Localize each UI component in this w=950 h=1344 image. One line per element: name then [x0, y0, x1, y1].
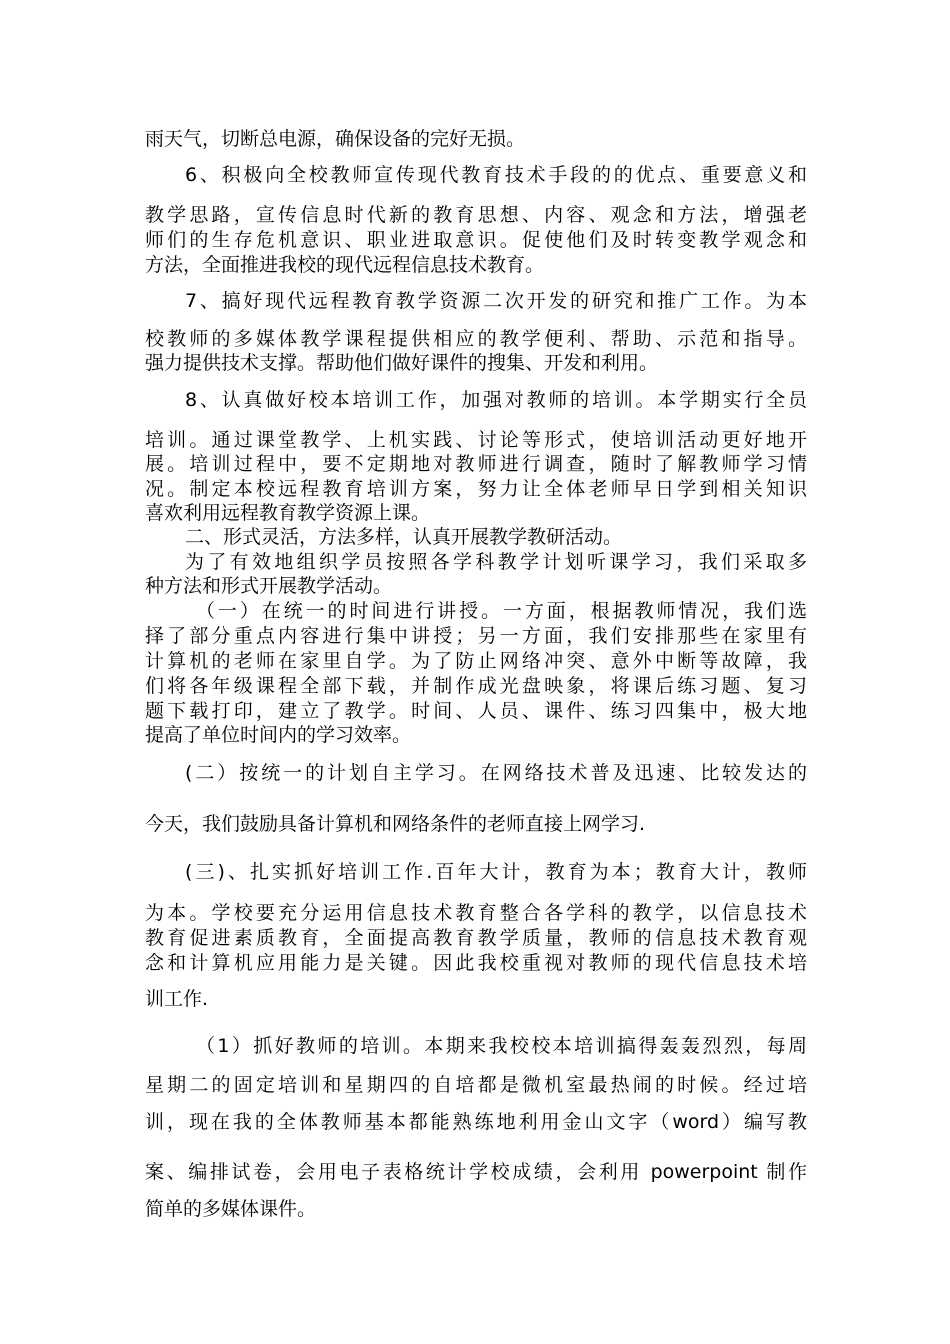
text-line: （1）抓好教师的培训。本期来我校校本培训搞得轰轰烈烈，每周 — [196, 1035, 807, 1057]
text-line: 教育促进素质教育，全面提高教育教学质量，教师的信息技术教育观 — [145, 927, 807, 949]
text-line: 雨天气，切断总电源，确保设备的完好无损。 — [145, 128, 526, 150]
text-line: 星期二的固定培训和星期四的自培都是微机室最热闹的时候。经过培 — [145, 1074, 807, 1096]
text-line: 们将各年级课程全部下载，并制作成光盘映象，将课后练习题、复习 — [145, 675, 807, 697]
text-line: 强力提供技术支撑。帮助他们做好课件的搜集、开发和利用。 — [145, 352, 659, 374]
text-line: 念和计算机应用能力是关键。因此我校重视对教师的现代信息技术培 — [145, 952, 807, 974]
text-line: 简单的多媒体课件。 — [145, 1198, 317, 1220]
text-line: 二、形式灵活，方法多样，认真开展教学教研活动。 — [185, 526, 623, 548]
text-line: 教学思路，宣传信息时代新的教育思想、内容、观念和方法，增强老 — [145, 204, 807, 226]
text-line: 6、积极向全校教师宣传现代教育技术手段的的优点、重要意义和 — [185, 164, 807, 186]
text-line: 训工作. — [145, 988, 209, 1010]
text-line: 提高了单位时间内的学习效率。 — [145, 724, 412, 746]
text-line: 为本。学校要充分运用信息技术教育整合各学科的教学，以信息技术 — [145, 902, 807, 924]
text-line: 校教师的多媒体教学课程提供相应的教学便利、帮助、示范和指导。 — [145, 328, 807, 350]
text-line: 为了有效地组织学员按照各学科教学计划听课学习，我们采取多 — [185, 551, 807, 573]
text-line: 种方法和形式开展教学活动。 — [145, 575, 393, 597]
text-line: （一）在统一的时间进行讲授。一方面，根据教师情况，我们选 — [196, 600, 807, 622]
text-line: (二）按统一的计划自主学习。在网络技术普及迅速、比较发达的 — [185, 762, 807, 784]
text-line: 7、搞好现代远程教育教学资源二次开发的研究和推广工作。为本 — [185, 290, 807, 312]
text-line: 展。培训过程中，要不定期地对教师进行调查，随时了解教师学习情 — [145, 453, 807, 475]
text-line: 8、认真做好校本培训工作，加强对教师的培训。本学期实行全员 — [185, 389, 807, 411]
text-line: 培训。通过课堂教学、上机实践、讨论等形式，使培训活动更好地开 — [145, 429, 807, 451]
text-line: 题下载打印，建立了教学。时间、人员、课件、练习四集中，极大地 — [145, 700, 807, 722]
text-line: 计算机的老师在家里自学。为了防止网络冲突、意外中断等故障，我 — [145, 650, 807, 672]
text-line: 今天，我们鼓励具备计算机和网络条件的老师直接上网学习. — [145, 813, 646, 835]
text-line: (三)、扎实抓好培训工作.百年大计，教育为本；教育大计，教师 — [185, 861, 807, 883]
text-line: 方法，全面推进我校的现代远程信息技术教育。 — [145, 254, 545, 276]
text-line: 训，现在我的全体教师基本都能熟练地利用金山文字（word）编写教 — [145, 1111, 807, 1133]
text-line: 况。制定本校远程教育培训方案，努力让全体老师早日学到相关知识 — [145, 478, 807, 500]
text-line: 喜欢利用远程教育教学资源上课。 — [145, 502, 431, 524]
text-line: 案、编排试卷，会用电子表格统计学校成绩，会利用 powerpoint 制作 — [145, 1161, 807, 1183]
text-line: 择了部分重点内容进行集中讲授；另一方面，我们安排那些在家里有 — [145, 625, 807, 647]
text-line: 师们的生存危机意识、职业进取意识。促使他们及时转变教学观念和 — [145, 229, 807, 251]
